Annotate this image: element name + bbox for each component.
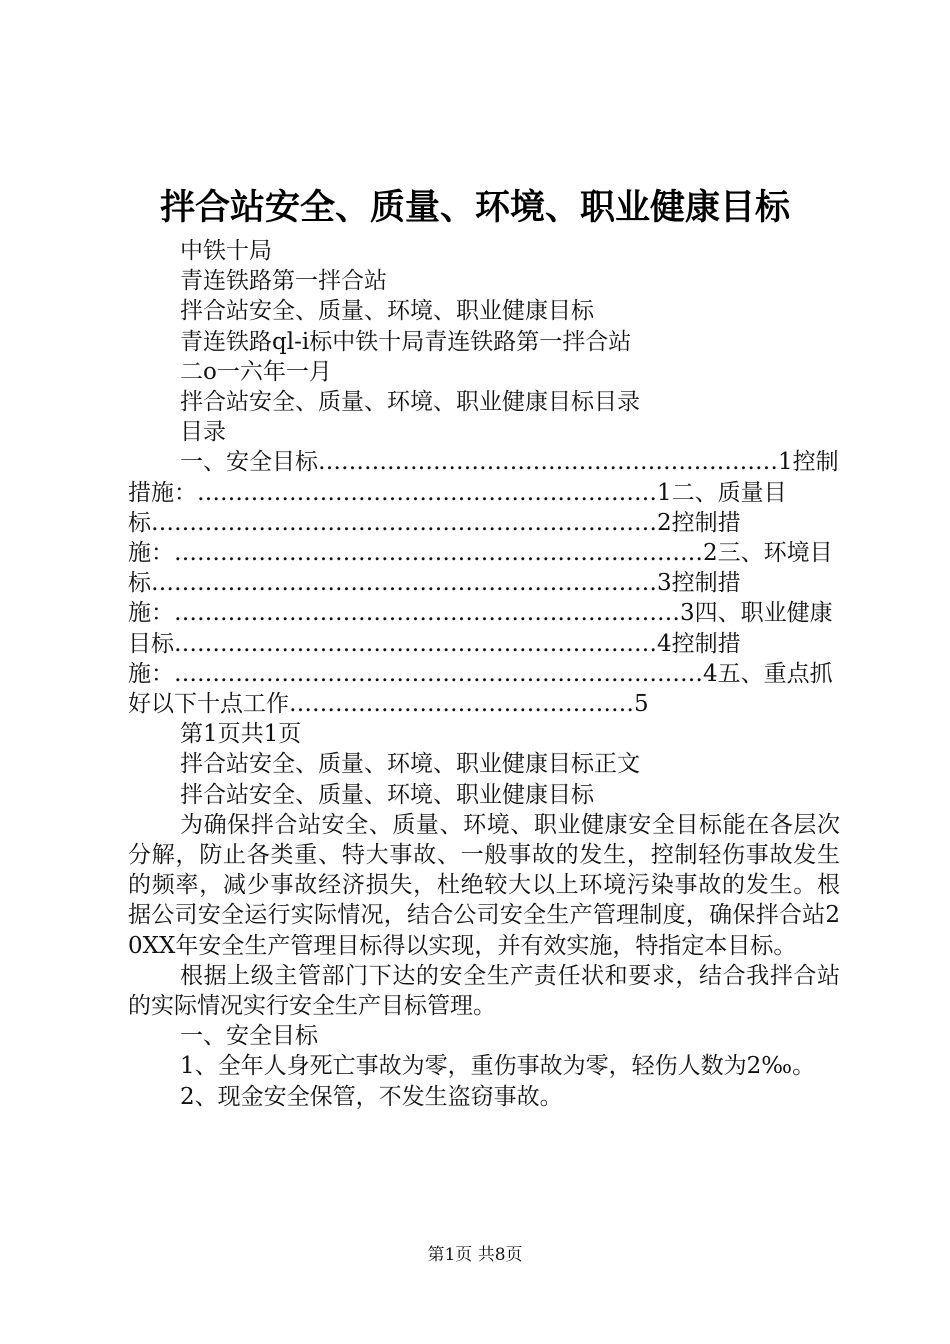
paragraph-purpose: 为确保拌合站安全、质量、环境、职业健康安全目标能在各层次分解，防止各类重、特大事故、一般事故的发生，控制轻伤事故发生的频率，减少事故经济损失，杜绝较大以上环境污染事故的发生。根据公司安全运行实际情况，结合公司安全生产管理制度，确保拌合站20XX年安全生产管理目标得以实现，并有效实施，特指定本目标。 — [128, 811, 840, 959]
body-title-sub: 拌合站安全、质量、环境、职业健康目标 — [180, 781, 594, 808]
list-item-1: 1、全年人身死亡事故为零，重伤事故为零，轻伤人数为2‰。 — [180, 1053, 816, 1080]
date-line: 二o一六年一月 — [180, 358, 332, 385]
cover-title: 拌合站安全、质量、环境、职业健康目标 — [180, 298, 594, 325]
list-item-2: 2、现金安全保管，不发生盗窃事故。 — [180, 1083, 563, 1110]
station-name: 青连铁路第一拌合站 — [180, 268, 387, 295]
body-title-main: 拌合站安全、质量、环境、职业健康目标正文 — [180, 751, 640, 778]
document-content — [128, 236, 840, 1112]
page-footer: 第1页 共8页 — [427, 1245, 523, 1265]
section-heading-safety: 一、安全目标 — [180, 1023, 318, 1050]
document-title: 拌合站安全、质量、环境、职业健康目标 — [159, 187, 790, 228]
paragraph-basis: 根据上级主管部门下达的安全生产责任状和要求，结合我拌合站的实际情况实行安全生产目标管理。 — [128, 962, 840, 1020]
toc-title: 拌合站安全、质量、环境、职业健康目标目录 — [180, 389, 640, 416]
page-mark: 第1页共1页 — [180, 721, 302, 748]
org-name: 中铁十局 — [180, 238, 272, 264]
toc-heading: 目录 — [180, 419, 226, 446]
table-of-contents: 一、安全目标……………………………………………………1控制措施：……………………………………………………1二、质量目标…………………………………………………………2控制措施：……………………………………………………………2三、环境目标…………………………………………………………3控制措施：…………………………………………………………3四、职业健康目标………………………………………………………4控制措施：……………………………………………………………4五、重点抓好以下十点工作………………………………………5 — [128, 449, 839, 718]
project-line: 青连铁路ql-i标中铁十局青连铁路第一拌合站 — [180, 328, 632, 355]
